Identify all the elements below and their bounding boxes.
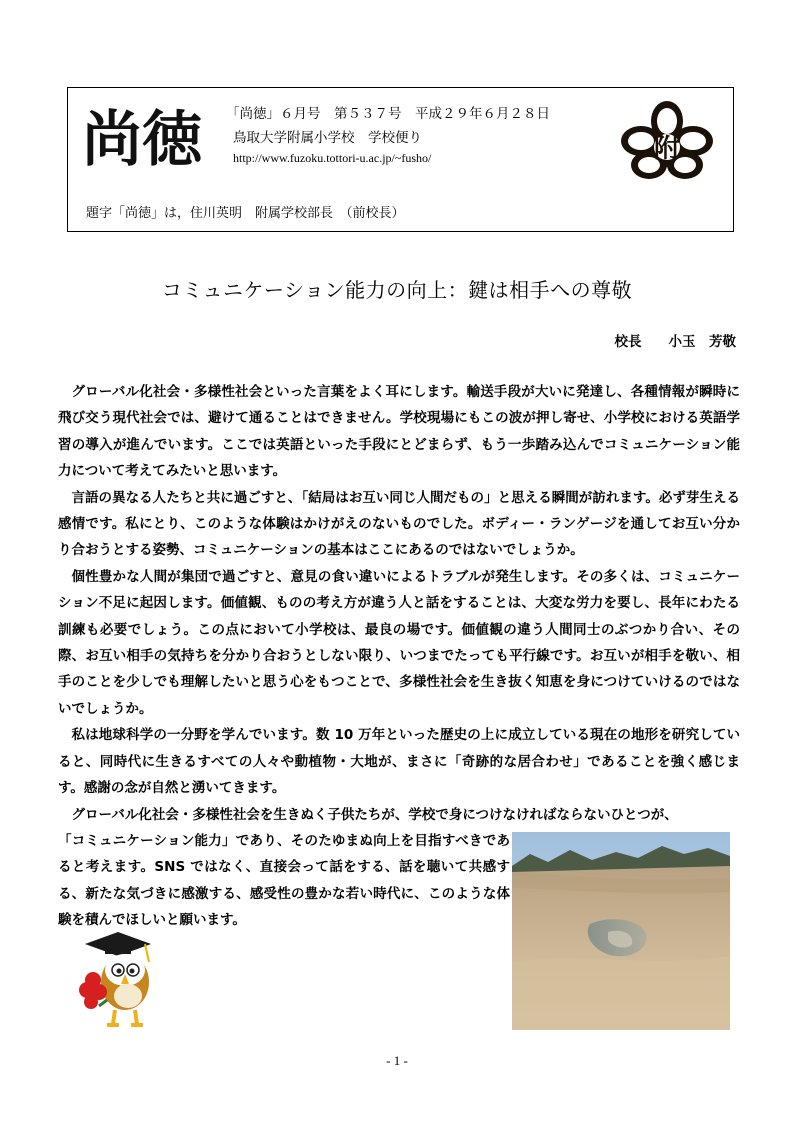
newsletter-header [67, 87, 734, 232]
calligraphy-credit: 題字「尚徳」は，住川英明 附属学校部長 （前校長） [86, 206, 405, 221]
school-url[interactable]: http://www.fuzoku.tottori-u.ac.jp/~fusho/ [233, 151, 432, 165]
school-name: 鳥取大学附属小学校 学校便り [233, 130, 422, 146]
paragraph: 言語の異なる人たちと共に過ごすと、「結局はお互い同じ人間だもの」と思える瞬間が訪れます。必ず芽生える感情です。私にとり、このような体験はかけがえのないものでした。ボディー・ランゲージを通してお互い分かり合おうとする姿勢、コミュニケーションの基本はここにあるのではないでしょうか。 [58, 489, 740, 559]
school-emblem [611, 97, 723, 185]
article-author: 校長 小玉 芳敬 [614, 334, 736, 350]
graduate-owl-icon [73, 930, 163, 1030]
paragraph: 私は地球科学の一分野を学んでいます。数 10 万年といった歴史の上に成立している現在の地形を研究していると、同時代に生きるすべての人々や動植物・大地が、まさに「奇跡的な居合わせ」であることを強く感じます。感謝の念が自然と湧いてきます。 [58, 727, 740, 797]
svg-text:尚徳: 尚徳 [82, 105, 202, 172]
sand-dunes-photo [512, 832, 730, 1030]
paragraph: 個性豊かな人間が集団で過ごすと、意見の食い違いによるトラブルが発生します。その多くは、コミュニケーション不足に起因します。価値観、ものの考え方が違う人と話をすることは、大変な労力を要し、長年にわたる訓練も必要でしょう。この点において小学校は、最良の場です。価値観の違う人間同士のぶつかり合い、その際、お互い相手の気持ちを分かり合おうとしない限り、いつまでたっても平行線です。お互いが相手を敬い、相手のことを少しでも理解したいと思う心をもつことで、多様性社会を生き抜く知恵を身につけていけるのではないでしょうか。 [58, 568, 740, 717]
paragraph: 「コミュニケーション能力」であり、そのたゆまぬ向上を目指すべきであると考えます。SNS ではなく、直接会って話をする、話を聴いて共感する、新たな気づきに感激する、感受性の豊かな若い時代に、このような体験を積んでほしいと願います。 [58, 832, 510, 929]
sand-dunes-image-icon [512, 832, 730, 1030]
page-number: - 1 - [386, 1053, 408, 1068]
issue-info: 「尚徳」６月号 第５３７号 平成２９年６月２８日 [226, 106, 550, 122]
calligraphy-logo-icon [80, 98, 208, 172]
paragraph: グローバル化社会・多様性社会といった言葉をよく耳にします。輸送手段が大いに発達し、各種情報が瞬時に飛び交う現代社会では、避けて通ることはできません。学校現場にもこの波が押し寄せ、小学校における英語学習の導入が進んでいます。ここでは英語といった手段にとどまらず、もう一歩踏み込んでコミュニケーション能力について考えてみたいと思います。 [58, 384, 740, 480]
svg-text:附: 附 [653, 134, 681, 164]
masthead-logo [80, 98, 208, 172]
mascot-owl [73, 930, 163, 1030]
paragraph: グローバル化社会・多様性社会を生きぬく子供たちが、学校で身につけなければならないひとつが、 [71, 806, 678, 823]
school-emblem-icon [611, 97, 723, 185]
article-title: コミュニケーション能力の向上：鍵は相手への尊敬 [161, 278, 633, 302]
